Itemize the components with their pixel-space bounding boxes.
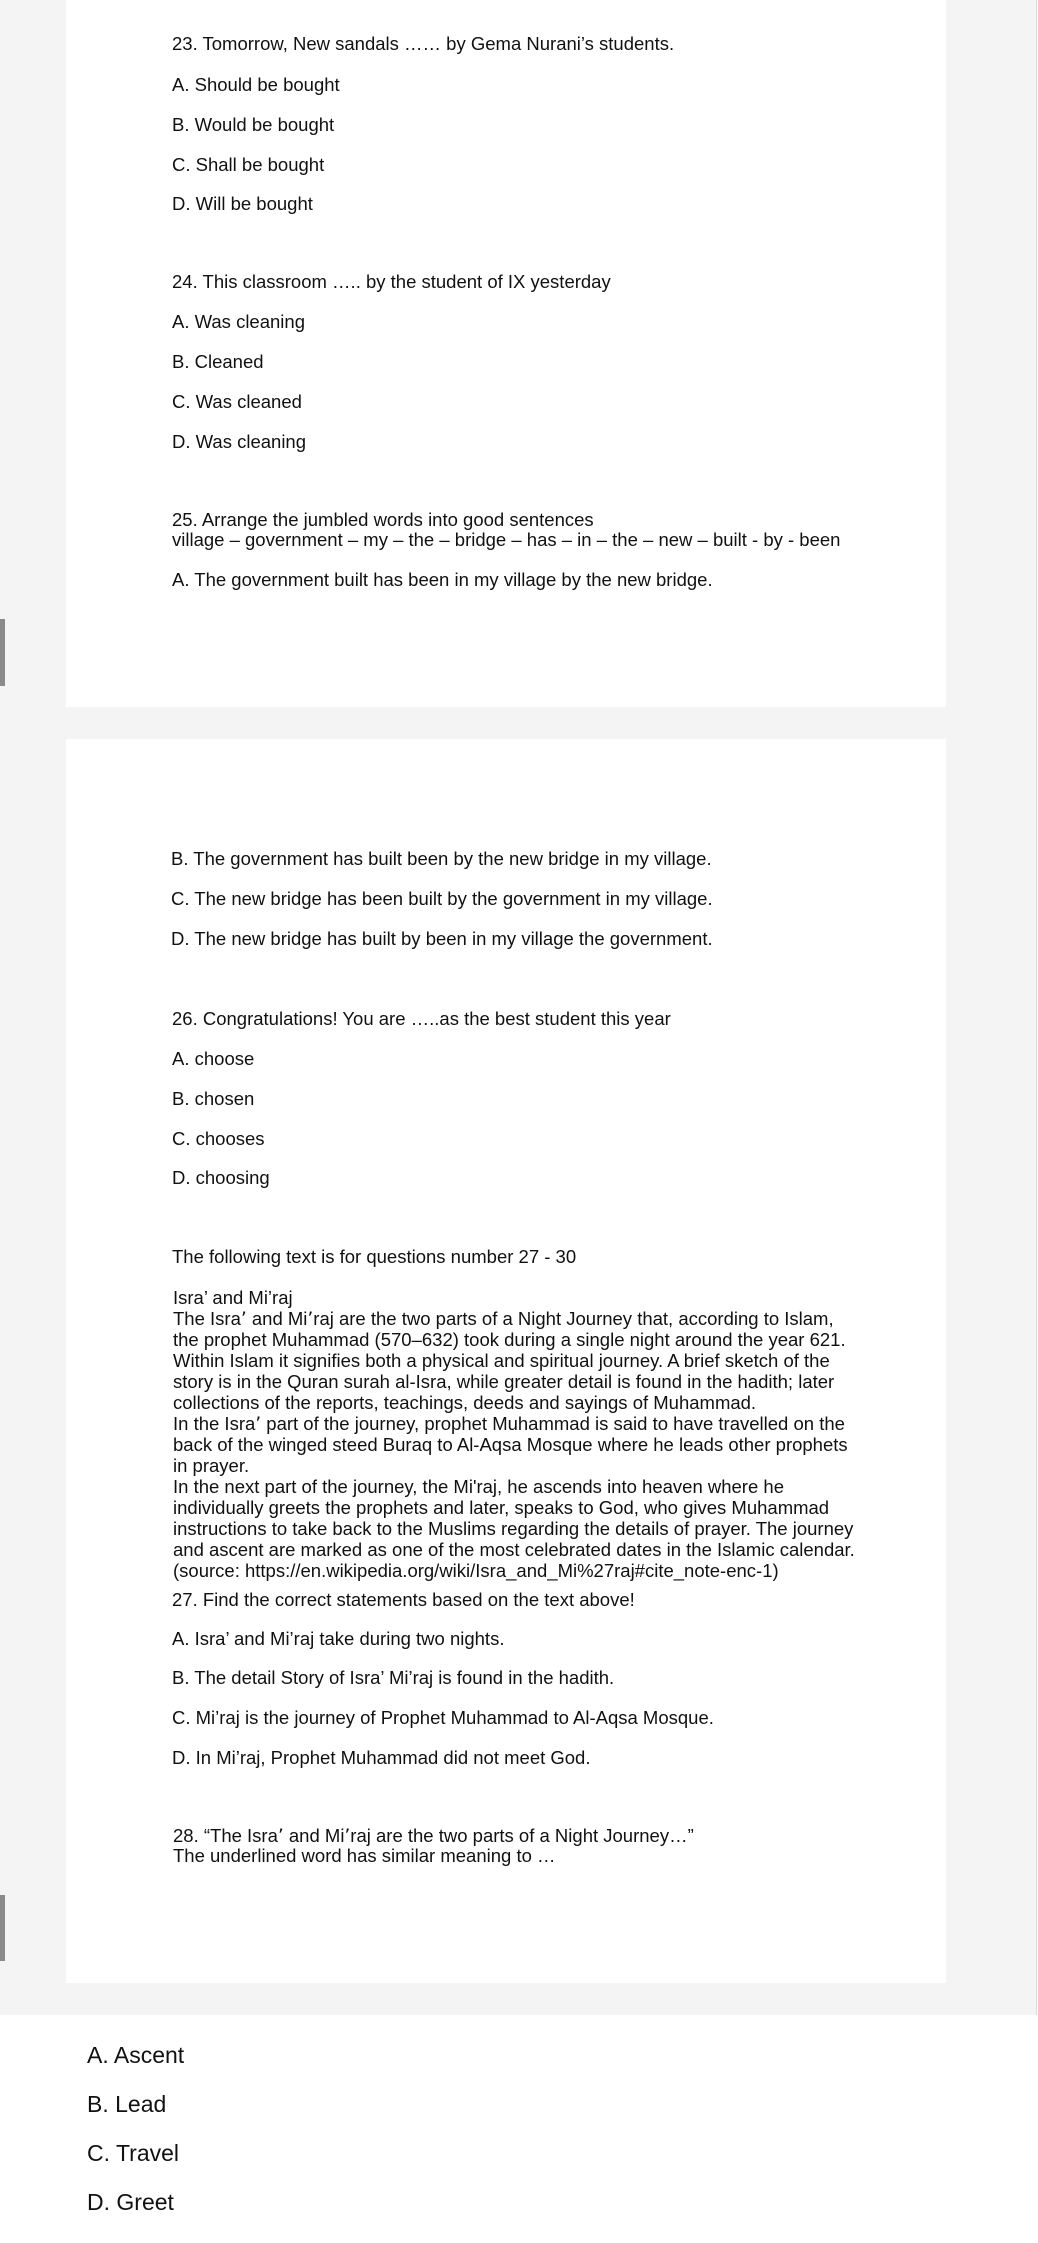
scroll-marker[interactable]	[0, 1895, 5, 1961]
reading-paragraph: In the Isra՚ part of the journey, prophet Muhammad is said to have travelled on the back of the winged steed Buraq to Al-Aqsa Mosque where he leads other prophets in prayer.	[173, 1413, 848, 1476]
option-25-a: A. The government built has been in my village by the new bridge.	[172, 569, 713, 590]
option-23-a: A. Should be bought	[172, 74, 340, 95]
option-23-b: B. Would be bought	[172, 114, 335, 135]
option-25-c: C. The new bridge has been built by the government in my village.	[171, 888, 713, 909]
option-24-d: D. Was cleaning	[172, 431, 307, 452]
reading-paragraph: In the next part of the journey, the Mi'raj, he ascends into heaven where he individually greets the prophets and later, speaks to God, who gives Muhammad instructions to take back to the Muslims regarding the details of prayer. The journey and ascent are marked as one of the most celebrated dates in the Islamic calendar.	[173, 1476, 855, 1560]
reading-passage	[173, 1287, 863, 1581]
option-27-b: B. The detail Story of Isra’ Mi’raj is found in the hadith.	[172, 1667, 615, 1688]
question-26: 26. Congratulations! You are …..as the best student this year	[172, 1008, 671, 1029]
option-23-c: C. Shall be bought	[172, 154, 325, 175]
option-28-c: C. Travel	[87, 2140, 180, 2166]
option-26-b: B. chosen	[172, 1088, 255, 1109]
option-26-c: C. chooses	[172, 1128, 265, 1149]
question-25-jumbled: village – government – my – the – bridge – has – in – the – new – built - by - been	[172, 529, 841, 550]
reading-source: (source: https://en.wikipedia.org/wiki/Isra_and_Mi%27raj#cite_note-enc-1)	[173, 1560, 779, 1581]
question-23: 23. Tomorrow, New sandals …… by Gema Nurani’s students.	[172, 33, 675, 54]
option-26-a: A. choose	[172, 1048, 255, 1069]
question-24: 24. This classroom ….. by the student of IX yesterday	[172, 271, 611, 292]
reading-intro: The following text is for questions number 27 - 30	[172, 1246, 577, 1267]
question-25: 25. Arrange the jumbled words into good sentences	[172, 509, 594, 530]
option-25-b: B. The government has built been by the new bridge in my village.	[171, 848, 712, 869]
question-28: 28. “The Isra՚ and Mi՚raj are the two parts of a Night Journey…”	[173, 1825, 694, 1846]
option-27-c: C. Mi’raj is the journey of Prophet Muhammad to Al-Aqsa Mosque.	[172, 1707, 714, 1728]
option-25-d: D. The new bridge has built by been in my village the government.	[171, 928, 713, 949]
option-23-d: D. Will be bought	[172, 193, 313, 214]
option-26-d: D. choosing	[172, 1167, 270, 1188]
scroll-marker[interactable]	[0, 619, 5, 686]
option-24-b: B. Cleaned	[172, 351, 264, 372]
option-27-a: A. Isra’ and Mi’raj take during two nights.	[172, 1628, 505, 1649]
reading-title: Isra’ and Mi’raj	[173, 1287, 293, 1308]
question-28-subtext: The underlined word has similar meaning to …	[173, 1845, 556, 1866]
question-27: 27. Find the correct statements based on the text above!	[172, 1589, 635, 1610]
option-28-d: D. Greet	[87, 2189, 174, 2215]
reading-paragraph: The Isra՚ and Mi՚raj are the two parts of a Night Journey that, according to Islam, the prophet Muhammad (570–632) took during a single night around the year 621.	[173, 1308, 846, 1350]
reading-paragraph: Within Islam it signifies both a physical and spiritual journey. A brief sketch of the story is in the Quran surah al-Isra, while greater detail is found in the hadith; later collections of the reports, teachings, deeds and sayings of Muhammad.	[173, 1350, 835, 1413]
option-28-b: B. Lead	[87, 2091, 167, 2117]
option-28-a: A. Ascent	[87, 2042, 185, 2068]
option-24-c: C. Was cleaned	[172, 391, 302, 412]
option-24-a: A. Was cleaning	[172, 311, 305, 332]
option-27-d: D. In Mi’raj, Prophet Muhammad did not meet God.	[172, 1747, 591, 1768]
